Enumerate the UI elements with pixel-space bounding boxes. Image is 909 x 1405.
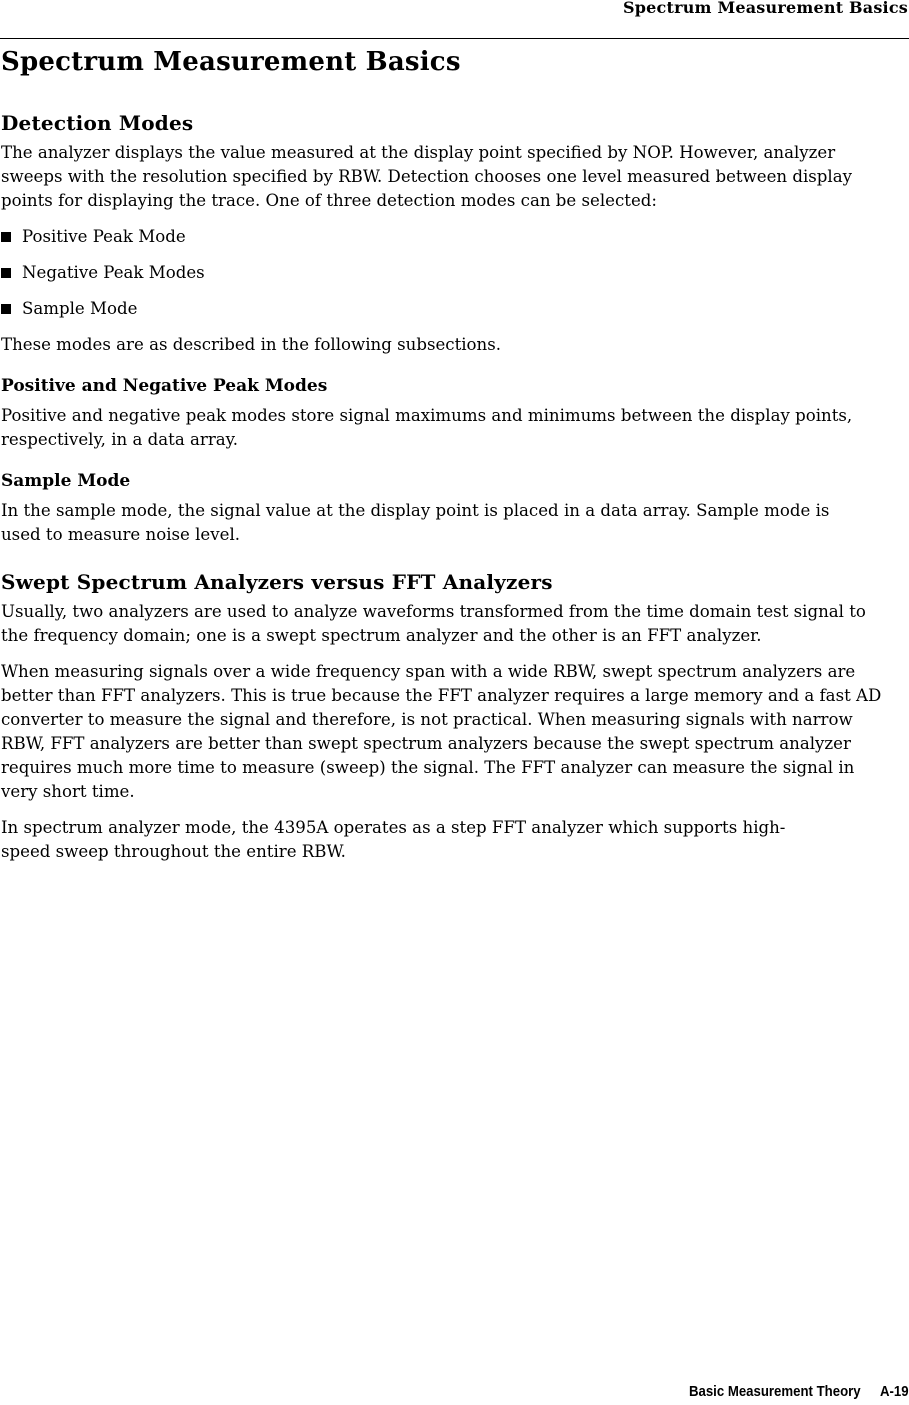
list-item-label: Sample Mode (22, 299, 138, 318)
header-rule (0, 38, 909, 39)
section-heading-swept-vs-fft: Swept Spectrum Analyzers versus FFT Analyzers (1, 570, 553, 594)
bullet-square-icon (1, 304, 11, 314)
running-footer (689, 1383, 909, 1400)
section-heading-detection-modes: Detection Modes (1, 111, 194, 135)
peak-modes-paragraph: Positive and negative peak modes store signal maximums and minimums between the display points, respectively, in a data array. (1, 406, 853, 449)
swept-paragraph-2: When measuring signals over a wide frequency span with a wide RBW, swept spectrum analyzers are better than FFT analyzers. This is true because the FFT analyzer requires a large memory and a fast AD converter to measure the signal and therefore, is not practical. When measuring signals with narrow RBW, FFT analyzers are better than swept spectrum analyzers because the swept spectrum analyzer requires much more time to measure (sweep) the signal. The FFT analyzer can measure the signal in very short time. (1, 662, 882, 801)
detection-outro-paragraph: These modes are as described in the following subsections. (1, 335, 502, 354)
swept-paragraph-1: Usually, two analyzers are used to analyze waveforms transformed from the time domain test signal to the frequency domain; one is a swept spectrum analyzer and the other is an FFT analyzer. (1, 602, 866, 645)
bullet-square-icon (1, 232, 11, 242)
list-item (1, 261, 896, 285)
page-title: Spectrum Measurement Basics (1, 47, 461, 77)
swept-paragraph-3: In spectrum analyzer mode, the 4395A operates as a step FFT analyzer which supports high-speed sweep throughout the entire RBW. (1, 818, 786, 861)
bullet-square-icon (1, 268, 11, 278)
subsection-heading-peak-modes: Positive and Negative Peak Modes (1, 376, 328, 396)
detection-mode-list (1, 225, 896, 321)
list-item (1, 297, 896, 321)
footer-chapter-title: Basic Measurement Theory (689, 1383, 862, 1400)
sample-mode-paragraph: In the sample mode, the signal value at the display point is placed in a data array. Sample mode is used to measure noise level. (1, 501, 830, 544)
list-item (1, 225, 896, 249)
running-header: Spectrum Measurement Basics (623, 0, 908, 17)
list-item-label: Positive Peak Mode (22, 227, 186, 246)
page-number: A-19 (880, 1383, 909, 1400)
page-content (1, 44, 896, 864)
detection-intro-paragraph: The analyzer displays the value measured at the display point specified by NOP. However, analyzer sweeps with the resolution specified by RBW. Detection chooses one level measured between display points for displaying the trace. One of three detection modes can be selected: (1, 143, 853, 210)
subsection-heading-sample-mode: Sample Mode (1, 471, 131, 491)
list-item-label: Negative Peak Modes (22, 263, 205, 282)
